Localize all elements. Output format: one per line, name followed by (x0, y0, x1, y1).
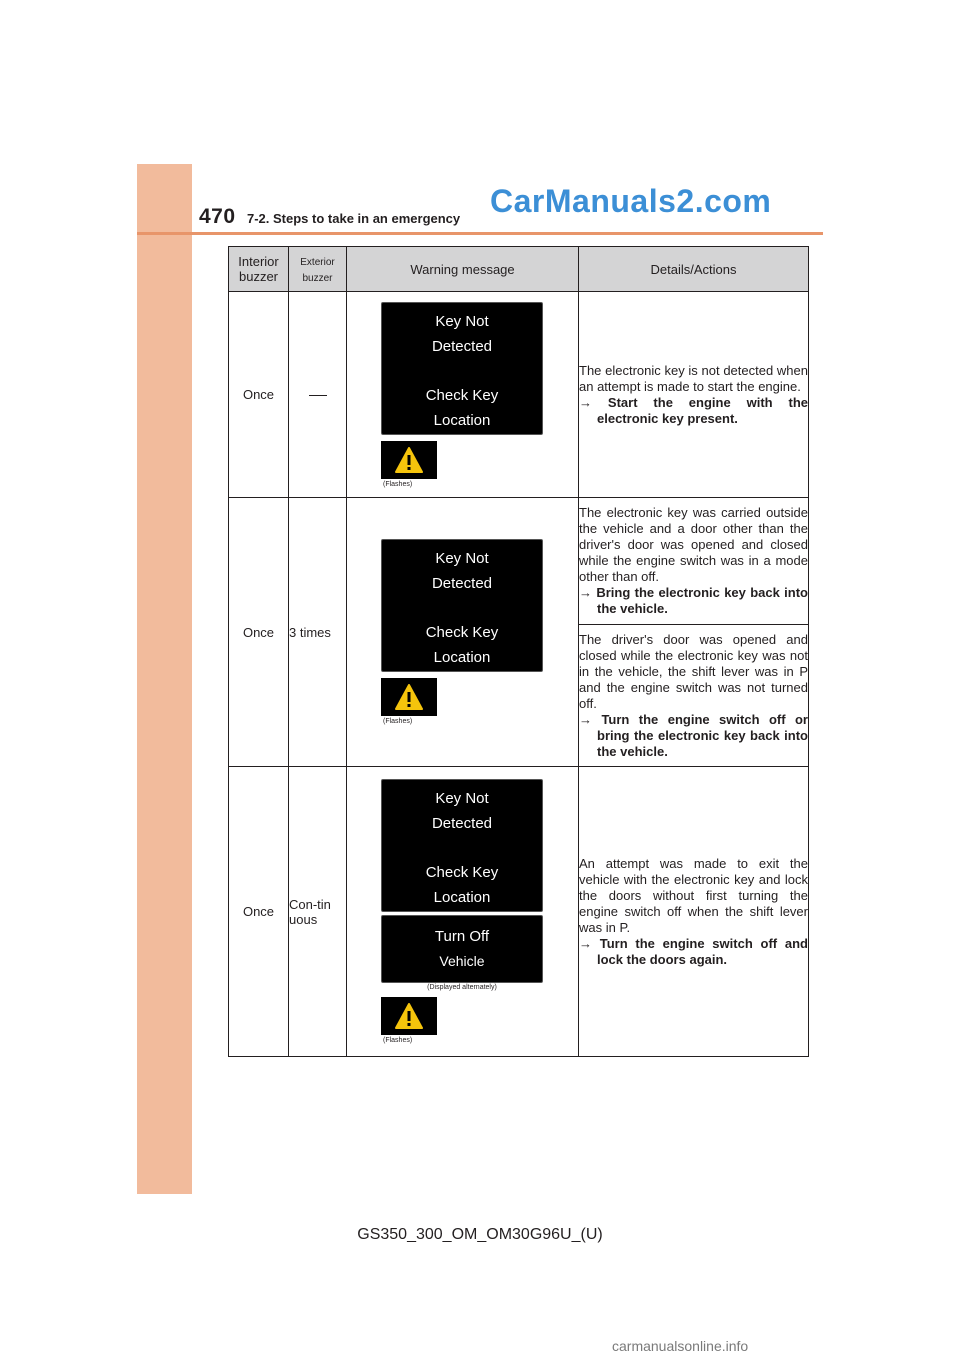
dash-mark (309, 395, 327, 396)
flash-caption: (Flashes) (383, 480, 413, 488)
master-warning-icon (381, 441, 437, 479)
flash-caption: (Flashes) (383, 1037, 413, 1044)
master-warning-icon (381, 997, 437, 1035)
table-row (229, 292, 809, 498)
warning-message-cell (347, 767, 579, 1057)
details-cell: The electronic key is not detected when an attempt is made to start the engine. → Start the engine with the electronic key present. (579, 292, 809, 498)
header-warning-message: Warning message (347, 247, 579, 292)
display-screen: Key Not Detected Check Key Location (381, 302, 543, 435)
display-screen: Key Not Detected Check Key Location (381, 539, 543, 672)
page-number: 470 (199, 205, 236, 228)
exterior-buzzer-cell: 3 times (289, 498, 347, 767)
flash-caption: (Flashes) (383, 718, 413, 725)
details-cell: The electronic key was carried outside the vehicle and a door other than the driver's door was opened and closed while the engine switch was in a mode other than off. → Bring the electronic key back into the vehicle. (579, 498, 809, 625)
display-screen-alt: Turn Off Vehicle (381, 915, 543, 983)
section-title: 7-2. Steps to take in an emergency (247, 211, 461, 226)
warning-table (228, 246, 809, 1057)
header-rule (137, 232, 823, 235)
warning-message-cell (347, 292, 579, 498)
exterior-buzzer-cell: Con-tinuous (289, 767, 347, 1057)
table-row (229, 498, 809, 625)
side-tab (137, 164, 192, 1194)
watermark: CarManuals2.com (490, 183, 772, 219)
header-interior-buzzer: Interior buzzer (229, 247, 289, 292)
bottom-watermark: carmanualsonline.info (612, 1338, 749, 1354)
warning-message-cell (347, 498, 579, 767)
alternate-caption: (Displayed alternately) (427, 984, 497, 991)
interior-buzzer-cell: Once (229, 767, 289, 1057)
details-cell: An attempt was made to exit the vehicle with the electronic key and lock the doors without first turning the engine switch off when the shift lever was in P. → Turn the engine switch off and lock the doors again. (579, 767, 809, 1057)
header-details-actions: Details/Actions (579, 247, 809, 292)
table-header-row (229, 247, 809, 292)
details-cell: The driver's door was opened and closed while the electronic key was not in the vehicle, the shift lever was in P and the engine switch was not turned off. → Turn the engine switch off or bring the electronic key back into the vehicle. (579, 625, 809, 767)
model-code: GS350_300_OM_OM30G96U_(U) (357, 1226, 603, 1243)
master-warning-icon (381, 678, 437, 716)
exterior-buzzer-cell (289, 292, 347, 498)
display-screen: Key Not Detected Check Key Location (381, 779, 543, 912)
header-exterior-buzzer: Exterior buzzer (289, 247, 347, 292)
interior-buzzer-cell: Once (229, 498, 289, 767)
interior-buzzer-cell: Once (229, 292, 289, 498)
table-row (229, 767, 809, 1057)
